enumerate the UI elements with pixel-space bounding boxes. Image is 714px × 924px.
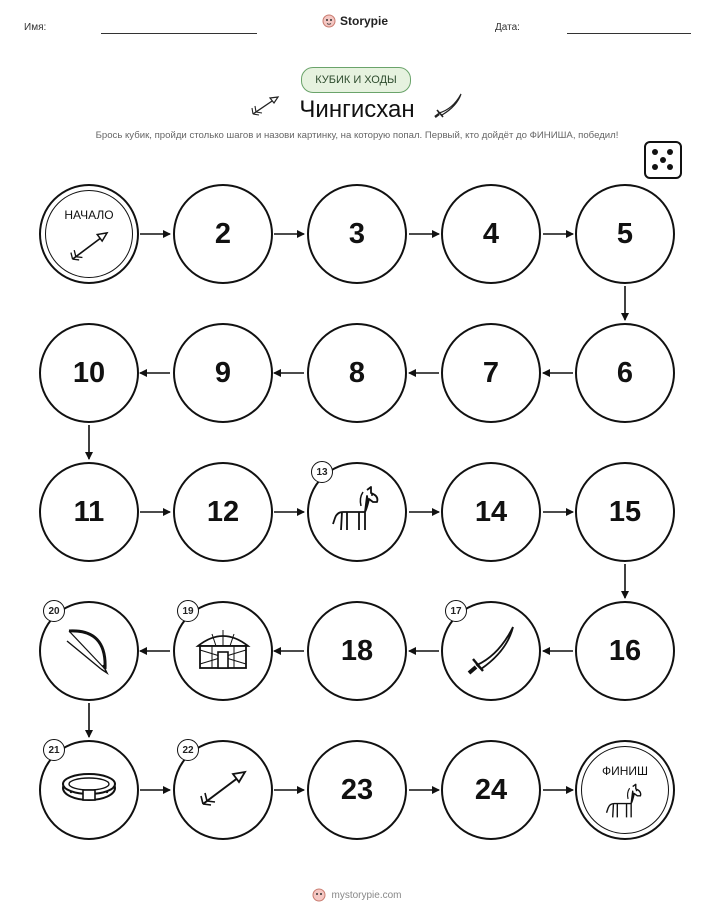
name-label: Имя: xyxy=(24,22,47,33)
square-number: 6 xyxy=(616,356,634,389)
board-square-15 xyxy=(575,462,675,562)
start-label: НАЧАЛО xyxy=(64,208,114,222)
saber-icon xyxy=(463,621,519,682)
board-square-6 xyxy=(575,323,675,423)
square-number: 9 xyxy=(214,356,232,389)
square-number-badge: 19 xyxy=(177,600,199,622)
belt-icon xyxy=(57,768,121,813)
arrow-icon xyxy=(195,766,251,815)
square-number: 14 xyxy=(474,495,508,528)
board-square-3 xyxy=(307,184,407,284)
square-number: 24 xyxy=(474,773,508,806)
board-square-2 xyxy=(173,184,273,284)
square-number-badge: 17 xyxy=(445,600,467,622)
square-number-badge: 20 xyxy=(43,600,65,622)
brand-name: Storypie xyxy=(340,14,389,28)
board-square-10 xyxy=(39,323,139,423)
board-square-5 xyxy=(575,184,675,284)
board-square-12 xyxy=(173,462,273,562)
board-square-24 xyxy=(441,740,541,840)
board-square-11 xyxy=(39,462,139,562)
board-square-14 xyxy=(441,462,541,562)
start-square xyxy=(39,184,139,284)
date-label: Дата: xyxy=(495,22,520,33)
square-number: 2 xyxy=(214,217,232,250)
square-number: 3 xyxy=(348,217,366,250)
board-square-9 xyxy=(173,323,273,423)
square-number: 15 xyxy=(608,495,642,528)
square-number: 16 xyxy=(608,634,642,667)
square-number: 23 xyxy=(340,773,374,806)
square-number-badge: 21 xyxy=(43,739,65,761)
instructions: Брось кубик, пройди столько шагов и назови картинку, на которую попал. Первый, кто дойдёт до ФИНИША, победил! xyxy=(95,130,619,141)
board-square-8 xyxy=(307,323,407,423)
square-number: 10 xyxy=(72,356,106,389)
square-number: 7 xyxy=(482,356,500,389)
bow-icon xyxy=(61,621,117,682)
yurt-icon xyxy=(192,624,254,679)
board-square-23 xyxy=(307,740,407,840)
footer xyxy=(0,888,714,902)
square-number-badge: 13 xyxy=(311,461,333,483)
arrow-icon xyxy=(41,226,137,266)
page-title: Чингисхан xyxy=(299,96,415,123)
horse-icon xyxy=(329,484,385,541)
board-square-4 xyxy=(441,184,541,284)
square-number: 5 xyxy=(616,217,634,250)
horse-icon xyxy=(577,782,673,822)
square-number: 18 xyxy=(340,634,374,667)
finish-label: ФИНИШ xyxy=(601,764,649,778)
footer-site: mystorypie.com xyxy=(331,889,402,901)
square-number-badge: 22 xyxy=(177,739,199,761)
square-number: 11 xyxy=(73,495,105,528)
board-square-18 xyxy=(307,601,407,701)
square-number: 4 xyxy=(482,217,500,250)
finish-square xyxy=(575,740,675,840)
board-square-7 xyxy=(441,323,541,423)
footer-mascot-icon xyxy=(312,888,326,902)
board-square-16 xyxy=(575,601,675,701)
square-number: 8 xyxy=(348,356,366,389)
game-type-badge: КУБИК И ХОДЫ xyxy=(301,67,411,93)
square-number: 12 xyxy=(206,495,240,528)
